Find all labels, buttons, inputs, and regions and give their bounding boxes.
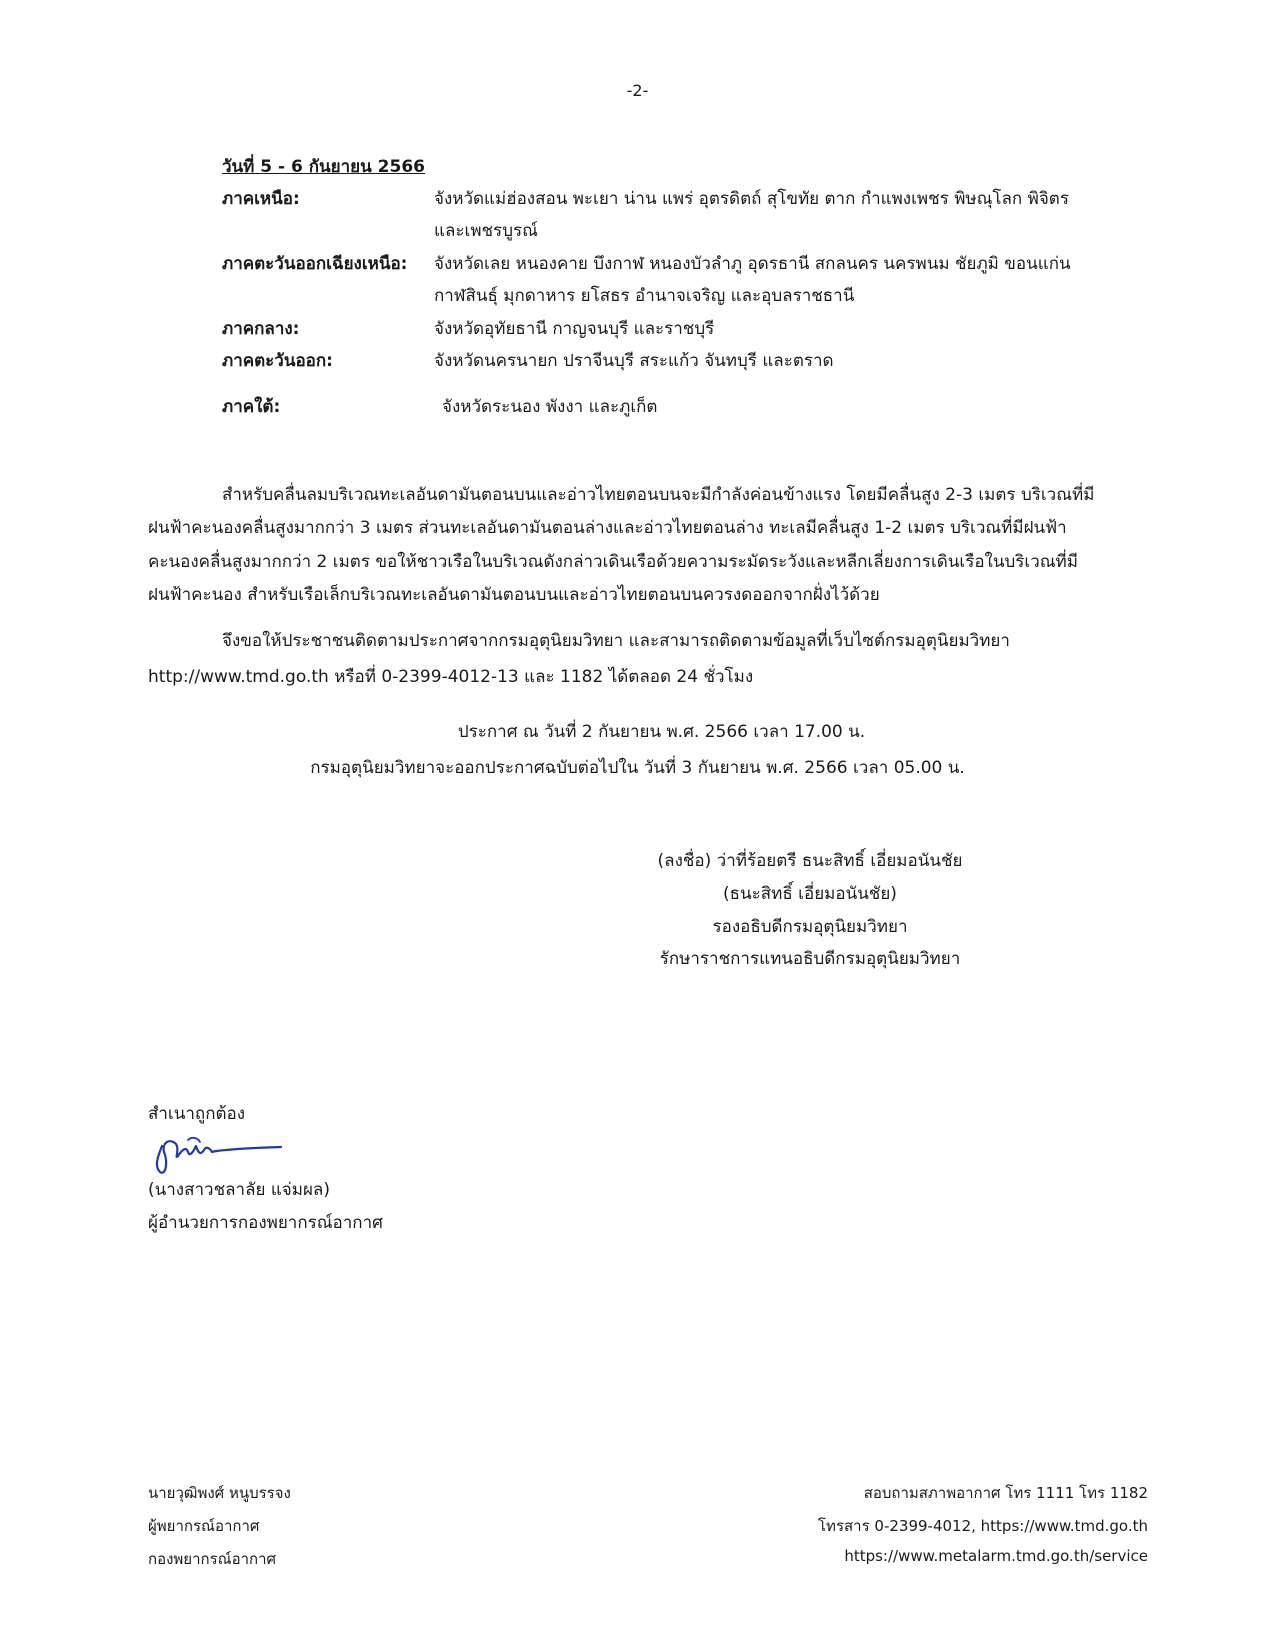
footer-forecaster-name: นายวุฒิพงศ์ หนูบรรจง <box>148 1484 291 1502</box>
region-label-central: ภาคกลาง: <box>222 319 300 339</box>
paragraph-line: สำหรับคลื่นลมบริเวณทะเลอันดามันตอนบนและอ่าวไทยตอนบนจะมีกำลังค่อนข้างแรง โดยมีคลื่นสูง 2-3 เมตร บริเวณที่มี <box>222 485 1095 505</box>
footer-division: กองพยากรณ์อากาศ <box>148 1550 277 1568</box>
signatory-signed: (ลงชื่อ) ว่าที่ร้อยตรี ธนะสิทธิ์ เอี่ยมอนันชัย <box>657 851 963 871</box>
footer-service-link[interactable]: https://www.metalarm.tmd.go.th/service <box>844 1547 1148 1565</box>
certified-label: สำเนาถูกต้อง <box>148 1104 246 1124</box>
paragraph-line: จึงขอให้ประชาชนติดตามประกาศจากกรมอุตุนิยมวิทยา และสามารถติดตามข้อมูลที่เว็บไซต์กรมอุตุนิยมวิทยา <box>222 631 1010 651</box>
region-provinces-north-line2: และเพชรบูรณ์ <box>434 221 538 241</box>
footer-fax-website[interactable]: โทรสาร 0-2399-4012, https://www.tmd.go.th <box>818 1517 1148 1535</box>
region-provinces-north-line1: จังหวัดแม่ฮ่องสอน พะเยา น่าน แพร่ อุตรดิตถ์ สุโขทัย ตาก กำแพงเพชร พิษณุโลก พิจิตร <box>434 189 1069 209</box>
paragraph-line: คะนองคลื่นสูงมากกว่า 2 เมตร ขอให้ชาวเรือในบริเวณดังกล่าวเดินเรือด้วยความระมัดระวังและหลีกเลี่ยงการเดินเรือในบริเวณที่มี <box>148 552 1078 572</box>
region-provinces-northeast-line2: กาฬสินธุ์ มุกดาหาร ยโสธร อำนาจเจริญ และอุบลราชธานี <box>434 286 855 306</box>
date-heading: วันที่ 5 - 6 กันยายน 2566 <box>222 157 425 177</box>
certified-position: ผู้อำนวยการกองพยากรณ์อากาศ <box>148 1213 383 1233</box>
certified-name: (นางสาวชลาลัย แจ่มผล) <box>148 1180 330 1200</box>
page-number: -2- <box>626 81 649 100</box>
paragraph-line: ฝนฟ้าคะนองคลื่นสูงมากกว่า 3 เมตร ส่วนทะเลอันดามันตอนล่างและอ่าวไทยตอนล่าง ทะเลมีคลื่นสูง 1-2 เมตร บริเวณที่มีฝนฟ้า <box>148 518 1067 538</box>
announcement-next: กรมอุตุนิยมวิทยาจะออกประกาศฉบับต่อไปใน วันที่ 3 กันยายน พ.ศ. 2566 เวลา 05.00 น. <box>310 758 965 778</box>
region-label-south: ภาคใต้: <box>222 397 281 417</box>
footer-forecaster-title: ผู้พยากรณ์อากาศ <box>148 1517 260 1535</box>
paragraph-line: http://www.tmd.go.th หรือที่ 0-2399-4012-13 และ 1182 ได้ตลอด 24 ชั่วโมง <box>148 667 754 687</box>
region-provinces-east: จังหวัดนครนายก ปราจีนบุรี สระแก้ว จันทบุรี และตราด <box>434 351 834 371</box>
announcement-issued: ประกาศ ณ วันที่ 2 กันยายน พ.ศ. 2566 เวลา 17.00 น. <box>457 722 866 742</box>
region-label-north: ภาคเหนือ: <box>222 189 300 209</box>
signatory-acting: รักษาราชการแทนอธิบดีกรมอุตุนิยมวิทยา <box>659 949 961 969</box>
footer-hotline: สอบถามสภาพอากาศ โทร 1111 โทร 1182 <box>863 1484 1148 1502</box>
region-label-northeast: ภาคตะวันออกเฉียงเหนือ: <box>222 254 408 274</box>
region-provinces-central: จังหวัดอุทัยธานี กาญจนบุรี และราชบุรี <box>434 319 715 339</box>
signatory-name: (ธนะสิทธิ์ เอี่ยมอนันชัย) <box>723 884 897 904</box>
handwritten-signature <box>148 1132 283 1176</box>
paragraph-line: ฝนฟ้าคะนอง สำหรับเรือเล็กบริเวณทะเลอันดามันตอนบนและอ่าวไทยตอนบนควรงดออกจากฝั่งไว้ด้วย <box>148 585 880 605</box>
region-label-east: ภาคตะวันออก: <box>222 351 333 371</box>
signatory-position: รองอธิบดีกรมอุตุนิยมวิทยา <box>712 917 908 937</box>
region-provinces-south: จังหวัดระนอง พังงา และภูเก็ต <box>442 397 658 417</box>
region-provinces-northeast-line1: จังหวัดเลย หนองคาย บึงกาฬ หนองบัวลำภู อุดรธานี สกลนคร นครพนม ชัยภูมิ ขอนแก่น <box>434 254 1071 274</box>
